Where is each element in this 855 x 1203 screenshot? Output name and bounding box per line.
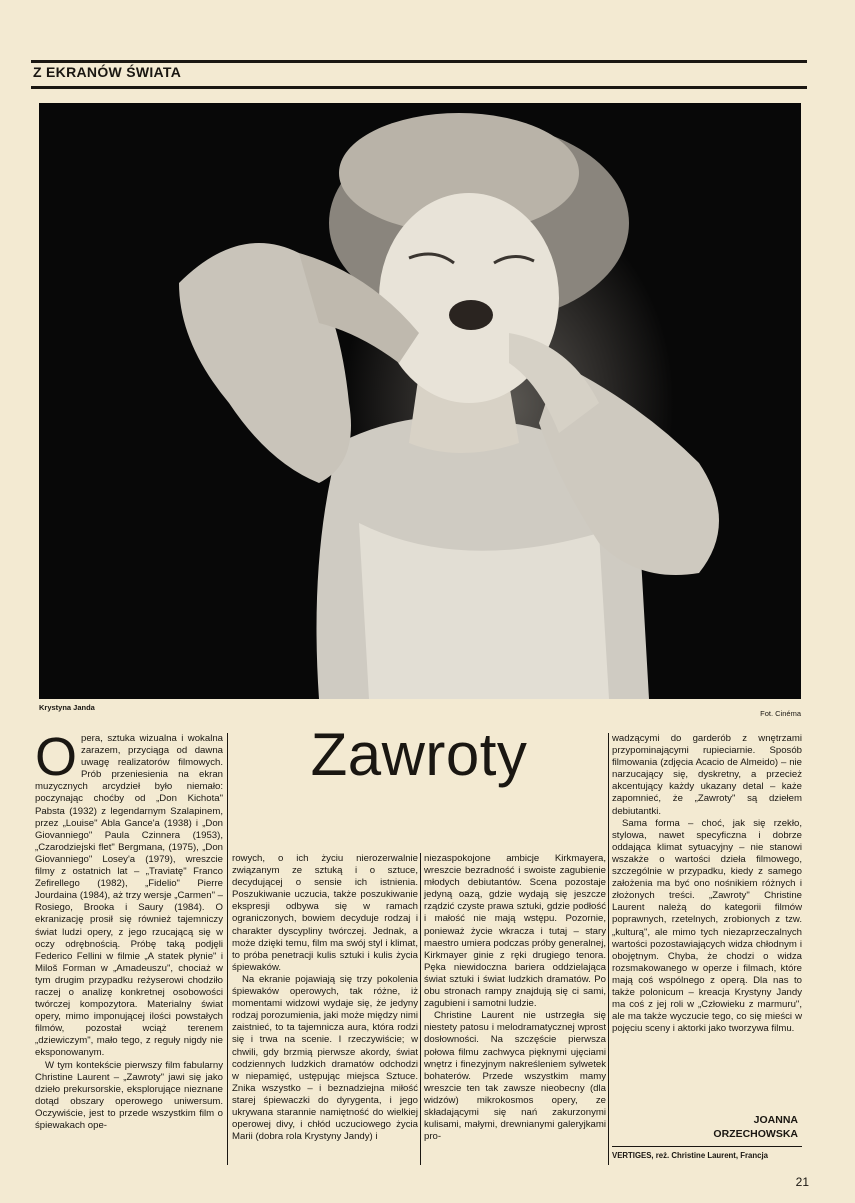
section-title: Z EKRANÓW ŚWIATA <box>33 64 182 80</box>
article-column-3 <box>424 853 606 1143</box>
column-divider <box>420 853 421 1165</box>
article-column-2 <box>232 853 418 1143</box>
article-paragraph: niezaspokojone ambicje Kirkmayera, wreszcie bezradność i swoiste zagubienie młodych debiutantów. Scena pozostaje jedyną oazą, gdzie wydają się jeszcze rządzić czyste prawa sztuki, gdzie podłość i małość nie mają wstępu. Pozornie, ponieważ życie wkracza i tutaj – stary maestro umiera podczas próby generalnej, Kirkmayer ginie z ręki drugiego tenora. Pęka niewidoczna bariera oddzielająca świat sztuki i świat ludzkich dramatów. Po obu stronach rampy znajdują się ci sami, zagubieni i samotni ludzie. <box>424 853 606 1010</box>
photo-caption: Krystyna Janda <box>39 703 95 712</box>
article-column-1 <box>35 727 223 1132</box>
footer-rule <box>612 1146 802 1147</box>
page-number: 21 <box>795 1175 809 1189</box>
article-column-4 <box>612 733 802 1035</box>
article-paragraph: W tym kontekście pierwszy film fabularny Christine Laurent – „Zawroty" jawi się jako dzieło prekursorskie, eksplorujące nieznane dotąd obszary operowego uniwersum. Oczywiście, jest to przede wszystkim film o śpiewakach ope- <box>35 1059 223 1131</box>
photo-credit: Fot. Cinéma <box>760 709 801 718</box>
photo-illustration <box>39 103 801 699</box>
article-photo <box>39 103 801 699</box>
article-paragraph: wadzącymi do garderób z wnętrzami przypominającymi rupieciarnie. Sposób filmowania (zdjęcia Acacio de Almeido) – nie narzucający się, dyskretny, a przecież akcentujący każdy ukazany detal – każe zapomnieć, że „Zawroty" są dziełem debiutantki. <box>612 733 802 817</box>
drop-cap: O <box>35 727 78 787</box>
top-rule <box>31 60 807 63</box>
article-paragraph: Na ekranie pojawiają się trzy pokolenia śpiewaków operowych, tak różne, iż momentami widzowi wydaje się, że jedyny rodzaj porozumienia, jaki może między nimi zaistnieć, to ta tajemnicza aura, która rodzi się i trwa na scenie. I rzeczywiście; w chwili, gdy brzmią pierwsze akordy, świat codziennych ludzkich dramatów odchodzi w niepamięć, ustępując miejsca Sztuce. Znika wszystko – i beznadziejna miłość starej śpiewaczki do dyrygenta, i jego ukrywana starannie namiętność do wielkiej operowej divy, i chłód uczuciowego życia Marii (dobra rola Krystyny Jandy) i <box>232 973 418 1143</box>
column-divider <box>227 733 228 1165</box>
article-author: JOANNA ORZECHOWSKA <box>713 1114 798 1140</box>
article-paragraph: Christine Laurent nie ustrzegła się niestety patosu i melodramatycznej wprost dosłowności. Na szczęście pierwsza połowa filmu zachwyca pięknymi ujęciami wnętrz i finezyjnym nakreśleniem sylwetek bohaterów. Przede wszystkim mamy wreszcie ten tak zawsze nieobecny (dla widzów) mikrokosmos opery, ze składającymi się nań zakurzonymi kulisami, małymi, drewnianymi galeryjkami pro- <box>424 1010 606 1143</box>
film-info: VERTIGES, reż. Christine Laurent, Francja <box>612 1151 768 1160</box>
article-paragraph: rowych, o ich życiu nierozerwalnie związanym ze sztuką i o sztuce, decydującej o sensie ich istnienia. Poszukiwanie uczucia, także poszukiwanie ekspresji odbywa się w ramach ograniczonych, bowiem decyduje rodzaj i charakter dyscypliny twórczej. Jednak, a może dzięki temu, film ma swój styl i klimat, to próba penetracji kulis sztuki i kulis życia śpiewaków. <box>232 853 418 973</box>
article-paragraph: Opera, sztuka wizualna i wokalna zarazem, przyciąga od dawna uwagę realizatorów filmowych. Prób przeniesienia na ekran muzycznych arcydzieł było niemało: poczynając choćby od „Don Kichota" Pabsta (1932) z legendarnym Szalapinem, przez „Louise" Abla Gance'a (1938) i „Don Giovanniego" Paula Czinnera (1953), „Czarodziejski flet" Bergmana, (1975), „Don Giovanniego" Losey'a (1979), wreszcie filmy z ostatnich lat – „Traviatę" Franco Zefirellego (1982), „Fidelio" Pierre Jourdaina (1984), aż trzy wersje „Carmen" – Rosiego, Brooka i Saury (1984). O ekranizację prosił się również tajemniczy świat ludzi opery, z jego rzucającą się w oczy odrębnością. Próbę taką podjęli Federico Fellini w filmie „A statek płynie" i Miloš Forman w „Amadeuszu", chociaż w tym drugim przypadku reżyserowi chodziło raczej o analizę konkretnej osobowości twórczej kompozytora. Materialny świat opery, mimo imponującej ilości powstałych filmów, pozostał wciąż terenem „dziewiczym", mało tego, z reguły nigdy nie eksponowanym. <box>35 727 223 1059</box>
header-rule <box>31 86 807 89</box>
article-paragraph: Sama forma – choć, jak się rzekło, stylowa, nawet specyficzna i dobrze oddająca klimat sytuacyjny – nie stanowi wszakże o wartości dzieła filmowego, szczególnie w przypadku, kiedy z samego założenia ma być ono nośnikiem różnych i złożonych treści. „Zawroty" Christine Laurent należą do kategorii filmów poprawnych, rzetelnych, zrobionych z tzw. „kulturą", ale mimo tych niezaprzeczalnych wartości pozostawiających widza chłodnym i obojętnym. Chyba, że chodzi o widza rozsmakowanego w operze i filmach, które mają coś wspólnego z operą. Dla nas to także polonicum – kreacja Krystyny Jandy ma coś z jej roli w „Człowieku z marmuru", ale ma także wyczucie tego, co się mieści w pojęciu sceny i aktorki jako tworzywa filmu. <box>612 817 802 1035</box>
column-divider <box>608 733 609 1165</box>
article-headline: Zawroty <box>310 721 528 788</box>
